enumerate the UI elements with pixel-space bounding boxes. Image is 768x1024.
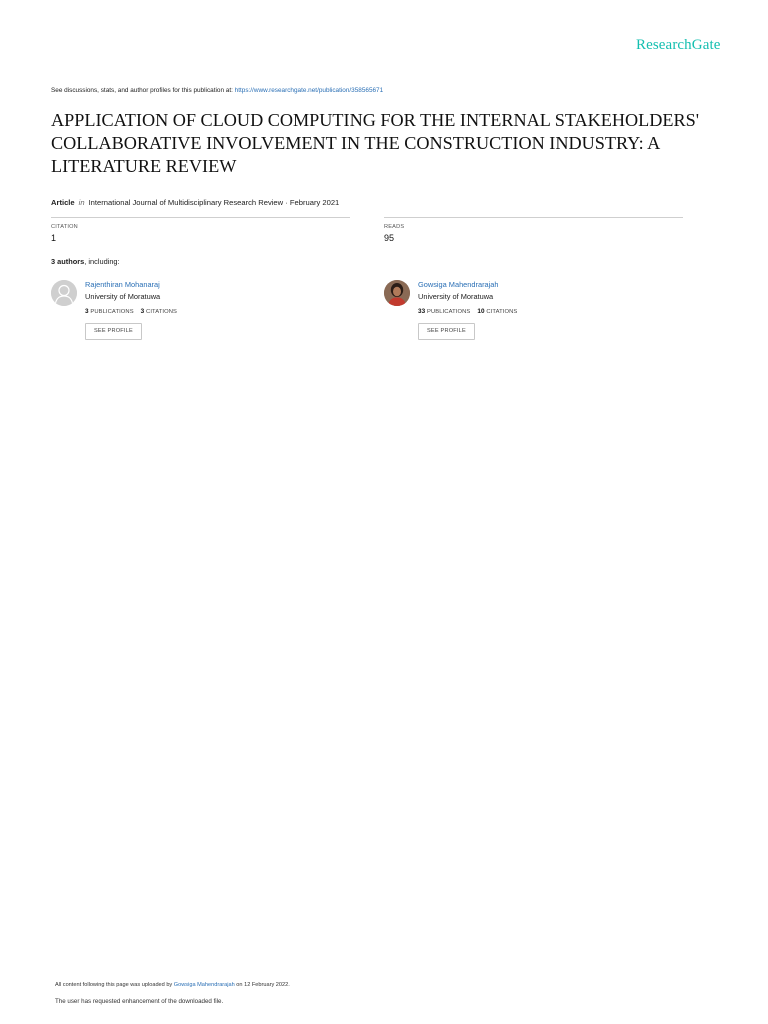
publication-meta [51, 198, 339, 207]
in-word: in [78, 198, 85, 207]
citations-label: CITATIONS [486, 309, 518, 315]
publication-title: APPLICATION OF CLOUD COMPUTING FOR THE INTERNAL STAKEHOLDERS' COLLABORATIVE INVOLVEMENT IN THE CONSTRUCTION INDUSTRY: A LITERATURE REVIEW [51, 110, 699, 176]
author-stats [418, 308, 517, 315]
upload-suffix: on 12 February 2022. [234, 982, 290, 988]
publications-count: 3 [85, 308, 89, 315]
upload-note [55, 982, 290, 988]
author-name[interactable]: Gowsiga Mahendrarajah [418, 280, 499, 289]
author-name[interactable]: Rajenthiran Mohanaraj [85, 280, 160, 289]
discussions-text: See discussions, stats, and author profiles for this publication at: [51, 87, 235, 94]
journal-line[interactable]: International Journal of Multidisciplinary Research Review · February 2021 [88, 198, 340, 207]
see-profile-button[interactable]: SEE PROFILE [85, 323, 142, 340]
researchgate-logo[interactable]: ResearchGate [636, 37, 721, 53]
default-avatar-icon[interactable] [51, 280, 77, 306]
author-affiliation: University of Moratuwa [418, 292, 494, 301]
authors-count-line [51, 257, 120, 266]
author-stats [85, 308, 177, 315]
author-photo-avatar[interactable] [384, 280, 410, 306]
citations-count: 3 [140, 308, 145, 315]
publication-link[interactable]: https://www.researchgate.net/publication/358565671 [234, 87, 384, 94]
citation-label: CITATION [51, 224, 78, 230]
upload-prefix: All content following this page was uploaded by [55, 982, 174, 988]
publications-count: 33 [418, 308, 426, 315]
reads-value: 95 [384, 233, 395, 243]
publications-label: PUBLICATIONS [427, 309, 471, 315]
author-affiliation: University of Moratuwa [85, 292, 161, 301]
divider-left [51, 217, 350, 218]
reads-label: READS [384, 224, 405, 230]
see-profile-button[interactable]: SEE PROFILE [418, 323, 475, 340]
publications-label: PUBLICATIONS [90, 309, 134, 315]
citations-count: 10 [477, 308, 485, 315]
publication-type: Article [51, 198, 75, 207]
divider-right [384, 217, 683, 218]
authors-count: 3 authors [51, 257, 85, 266]
citation-value: 1 [51, 233, 57, 243]
citations-label: CITATIONS [146, 309, 178, 315]
enhancement-note: The user has requested enhancement of the downloaded file. [55, 998, 224, 1005]
authors-suffix: , including: [84, 257, 120, 266]
uploader-link[interactable]: Gowsiga Mahendrarajah [173, 982, 235, 988]
discussions-line [51, 87, 383, 94]
